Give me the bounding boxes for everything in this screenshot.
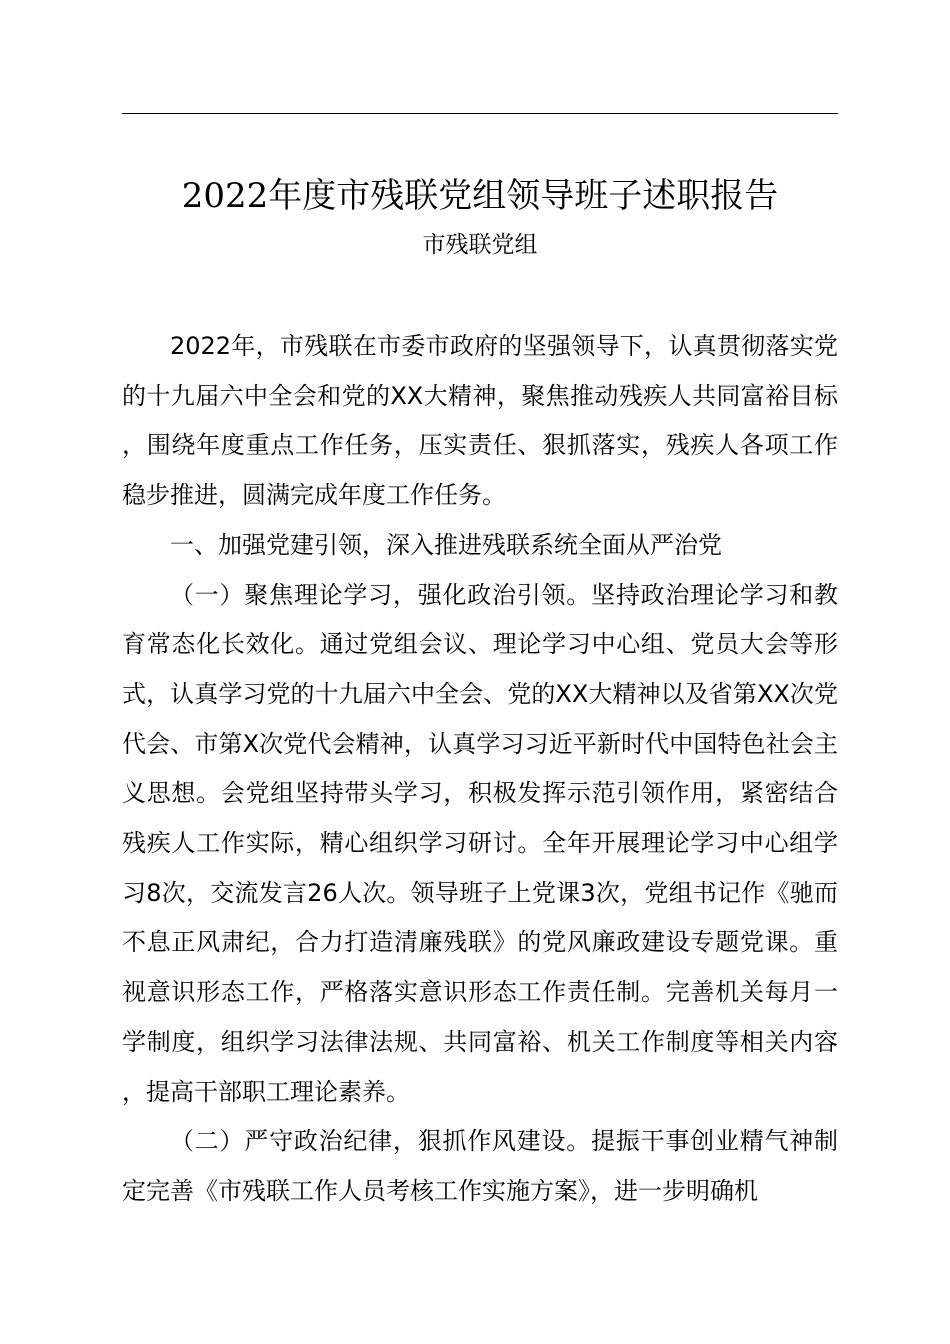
document-author: 市残联党组 [422, 232, 538, 258]
paragraph-intro: 2022年，市残联在市委市政府的坚强领导下，认真贯彻落实党的十九届六中全会和党的XX大精神，聚焦推动残疾人共同富裕目标，围绕年度重点工作任务，压实责任、狠抓落实，残疾人各项工作稳步推进，圆满完成年度工作任务。 [122, 332, 838, 510]
paragraph-subsection-2: （二）严守政治纪律，狠抓作风建设。提振干事创业精气神制定完善《市残联工作人员考核工作实施方案》，进一步明确机 [122, 1127, 838, 1205]
document-body [122, 322, 838, 1217]
section-heading-1: 一、加强党建引领，深入推进残联系统全面从严治党 [170, 530, 722, 559]
document-title: 2022年度市残联党组领导班子述职报告 [181, 176, 779, 216]
header-rule [122, 113, 838, 114]
paragraph-subsection-1: （一）聚焦理论学习，强化政治引领。坚持政治理论学习和教育常态化长效化。通过党组会议、理论学习中心组、党员大会等形式，认真学习党的十九届六中全会、党的XX大精神以及省第XX次党代会、市第X次党代会精神，认真学习习近平新时代中国特色社会主义思想。会党组坚持带头学习，积极发挥示范引领作用，紧密结合残疾人工作实际，精心组织学习研讨。全年开展理论学习中心组学习8次，交流发言26人次。领导班子上党课3次，党组书记作《驰而不息正风肃纪，合力打造清廉残联》的党风廉政建设专题党课。重视意识形态工作，严格落实意识形态工作责任制。完善机关每月一学制度，组织学习法律法规、共同富裕、机关工作制度等相关内容，提高干部职工理论素养。 [122, 580, 838, 1106]
